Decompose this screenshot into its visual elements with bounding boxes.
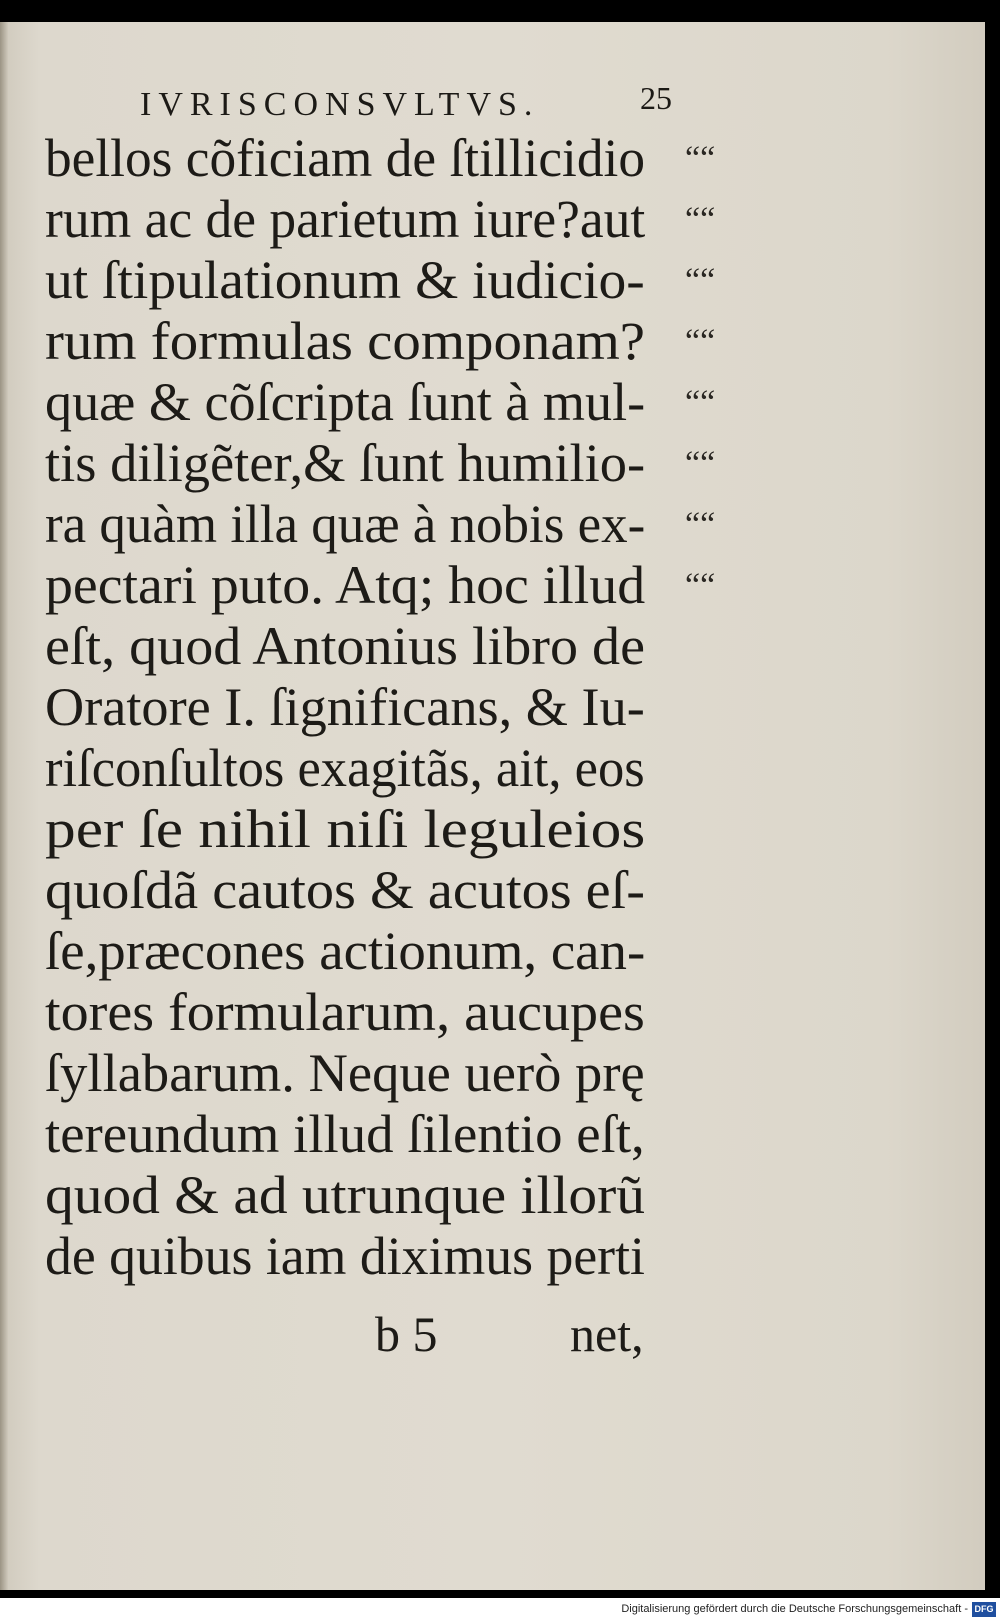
line-text: bellos cõficiam de ſtillicidio	[45, 128, 646, 188]
line-text: quod & ad utrunque illorũ	[45, 1165, 646, 1225]
line-text: per ſe nihil niſi leguleios	[45, 799, 646, 859]
text-line	[45, 677, 675, 738]
running-title: IVRISCONSVLTVS.	[140, 86, 540, 123]
text-line	[45, 921, 675, 982]
page-gutter-edge	[0, 22, 8, 1590]
text-line	[45, 860, 675, 921]
line-text: riſconſultos exagitãs, ait, eos	[45, 738, 645, 798]
text-line	[45, 1165, 675, 1226]
line-text: eſt, quod Antonius libro de	[45, 616, 645, 676]
digitization-footer	[0, 1598, 1000, 1622]
marginal-quote-mark: ““	[685, 445, 716, 482]
text-line	[45, 738, 675, 799]
marginal-quote-mark: ““	[685, 567, 716, 604]
line-text: pectari puto. Atq; hoc illud	[45, 555, 646, 615]
line-text: ſe,præcones actionum, can-	[45, 921, 646, 981]
text-line	[45, 250, 716, 311]
text-line	[45, 799, 675, 860]
line-text: tis diligẽter,& ſunt humilio-	[45, 433, 646, 493]
line-text: tores formularum, aucupes	[45, 982, 645, 1042]
line-text: tereundum illud ſilentio eſt,	[45, 1104, 645, 1164]
line-text: Oratore I. ſignificans, & Iu-	[45, 677, 645, 737]
signature-mark: b 5	[375, 1306, 438, 1362]
text-line	[45, 982, 675, 1043]
body-text	[45, 128, 716, 1287]
line-text: ut ſtipulationum & iudicio-	[45, 250, 645, 310]
text-line	[45, 1043, 675, 1104]
text-line	[45, 555, 716, 616]
dfg-logo: DFG	[972, 1602, 996, 1617]
marginal-quote-mark: ““	[685, 323, 716, 360]
line-text: ſyllabarum. Neque uerò prę	[45, 1043, 645, 1103]
line-text: de quibus iam diximus perti	[45, 1226, 645, 1286]
page-number: 25	[640, 80, 672, 116]
funding-credit: Digitalisierung gefördert durch die Deutsche Forschungsgemeinschaft -	[621, 1603, 968, 1615]
marginal-quote-mark: ““	[685, 384, 716, 421]
marginal-quote-mark: ““	[685, 201, 716, 238]
text-line	[45, 616, 675, 677]
text-line	[45, 1104, 675, 1165]
text-line	[45, 494, 716, 555]
page-header	[140, 80, 670, 130]
marginal-quote-mark: ““	[685, 262, 716, 299]
text-line	[45, 372, 716, 433]
line-text: quoſdã cautos & acutos eſ-	[45, 860, 646, 920]
text-line	[45, 1226, 675, 1287]
catchword: net,	[570, 1306, 644, 1362]
catchline	[45, 1305, 675, 1366]
marginal-quote-mark: ““	[685, 506, 716, 543]
text-line	[45, 189, 716, 250]
line-text: quæ & cõſcripta ſunt à mul-	[45, 372, 646, 432]
text-line	[45, 433, 716, 494]
line-text: ra quàm illa quæ à nobis ex-	[45, 494, 646, 554]
marginal-quote-mark: ““	[685, 140, 716, 177]
text-line	[45, 128, 716, 189]
line-text: rum ac de parietum iure?aut	[45, 189, 646, 249]
text-line	[45, 311, 716, 372]
line-text: rum formulas componam?	[45, 311, 646, 371]
